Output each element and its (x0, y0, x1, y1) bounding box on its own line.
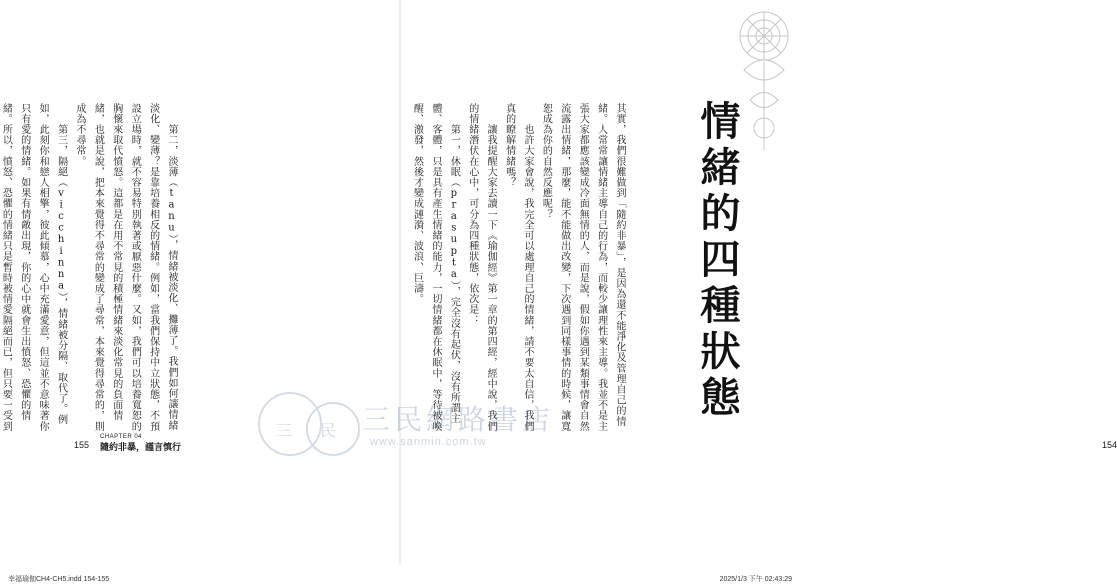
running-title: 隨約非暴，謹言慎行 (100, 442, 182, 452)
footer-timestamp: 2025/1/3 下午 02:43:29 (719, 576, 792, 583)
left-page (0, 0, 400, 560)
watermark (276, 396, 616, 458)
right-page-number: 154 (1102, 440, 1117, 450)
running-head (100, 434, 181, 453)
left-page-body: 第二，淡薄（tanu），情緒被淡化、攤薄了。我們如何讓情緒淡化、變薄？是靠培養相反的情緒。例如，當我們保持中立狀態，不預設立場時，就不容易特別執著或厭惡什麼。又如，我們可以培養寬恕的胸懷來取代憤怒。這都是在用不常見的積極情緒來淡化常見的負面情緒，也就是說，把本來覺得不尋常的變成了尋常，本來覺得尋常的，則成為不尋常。 第三，隔絕（vicchinna），情緒被分隔、取代了。例如，此刻你和戀人相擎，彼此傾慕，心中充滿愛意，但這並不意味著你只有愛的情緒。如果有情敵出現，你的心中就會生出憤怒、恐懼的情緒。所以，憤怒、恐懼的情緒只是暫時被情愛隔絕而已，但只要一受到 (0, 103, 177, 432)
left-page-number: 155 (74, 440, 90, 450)
watermark-url: www.sanmin.com.tw (370, 436, 487, 448)
watermark-title: 三民網路書店 (362, 403, 555, 436)
footer-file-name: 幸福瑜伽CH4-CH5.indd 154-155 (8, 576, 110, 583)
chapter-section-title: 情緒的四種狀態 (694, 100, 741, 422)
right-page-body: 其實，我們很難做到「隨約非暴」，是因為還不能淨化及管理自己的情緒。人常常讓情緒主導自己的行為，而較少讓理性來主導。我並不是主張大家都應該變成冷面無情的人，而是說，假如你遇到某類事情會自然流露出情緒，那麼，能不能做出改變，下次遇到同樣事情的時候，讓寬恕成為你的自然反應呢？ 也許大家會說，我完全可以處理自己的情緒，請不要太自信，我們真的瞭解情緒嗎？ 讓我提醒大家去讀一下《瑜伽經》第一章的第四經，經中說，我們的情緒潛伏在心中，可分為四種狀態，依次是： 第一，休眠（prasupta），完全沒有起伏，沒有所謂主體、客體，只是具有產生情緒的能力，一切情緒都在休眠中，等待被喚醒、激發，然後才變成漣漪、波浪、巨濤。 (411, 103, 625, 432)
watermark-logo-char: 三 (276, 421, 293, 440)
print-footer (0, 564, 800, 586)
watermark-logo-char: 民 (320, 421, 337, 440)
chapter-label: CHAPTER 04 (100, 434, 143, 440)
